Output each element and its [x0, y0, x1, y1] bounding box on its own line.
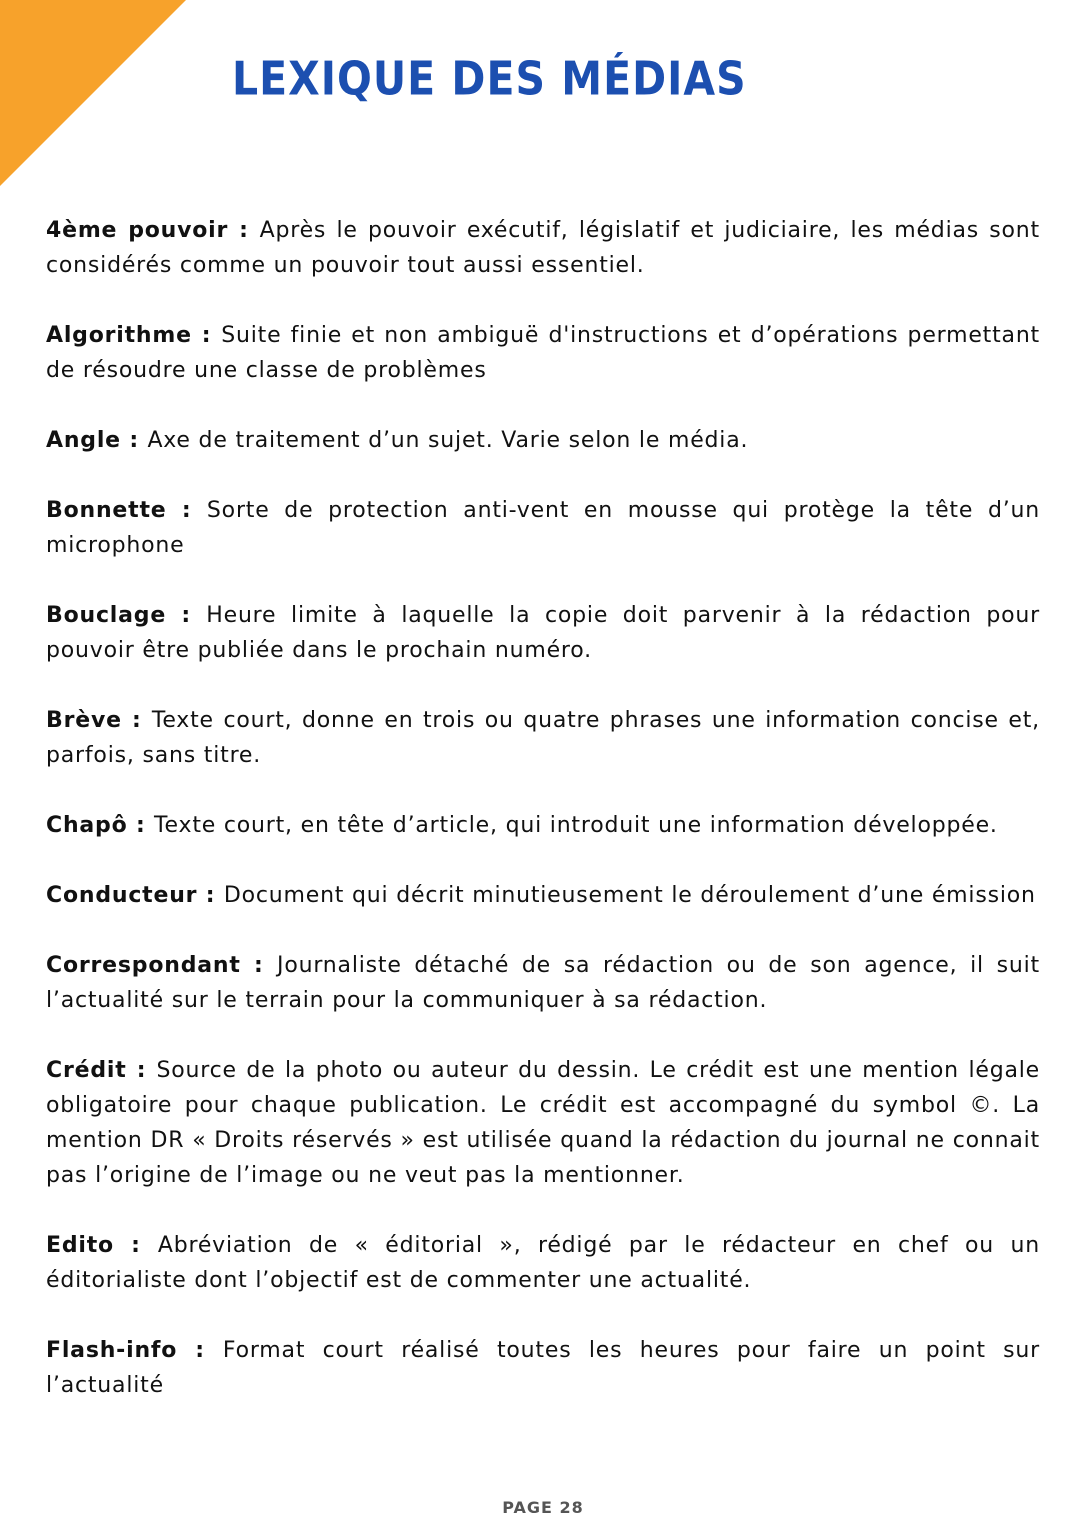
term-separator: : [126, 1058, 157, 1083]
glossary-definition: Document qui décrit minutieusement le déroulement d’une émission [223, 883, 1036, 908]
glossary-entry [46, 878, 1040, 913]
glossary-entry [46, 213, 1040, 283]
term-separator: : [166, 603, 207, 628]
glossary-definition: Journaliste détaché de sa rédaction ou de son agence, il suit l’actualité sur le terrain pour la communiquer à sa rédaction. [46, 953, 1040, 1013]
glossary-definition: Heure limite à laquelle la copie doit parvenir à la rédaction pour pouvoir être publiée dans le prochain numéro. [46, 603, 1040, 663]
glossary-definition: Source de la photo ou auteur du dessin. Le crédit est une mention légale obligatoire pour chaque publication. Le crédit est accompagné du symbol ©. La mention DR « Droits réservés » est utilisée quand la rédaction du journal ne connait pas l’origine de l’image ou ne veut pas la mentionner. [46, 1058, 1040, 1188]
term-separator: : [228, 218, 260, 243]
orange-corner-triangle [0, 0, 186, 186]
glossary-definition: Axe de traitement d’un sujet. Varie selon le média. [147, 428, 749, 453]
glossary-term: Conducteur [46, 883, 198, 908]
glossary-term: Bouclage [46, 603, 167, 628]
page-title: LEXIQUE DES MÉDIAS [232, 52, 747, 106]
term-separator: : [177, 1338, 223, 1363]
glossary-term: Algorithme [46, 323, 192, 348]
glossary-definition: Après le pouvoir exécutif, législatif et judiciaire, les médias sont considérés comme un pouvoir tout aussi essentiel. [46, 218, 1040, 278]
glossary-term: Edito [46, 1233, 114, 1258]
glossary-term: Brève [46, 708, 122, 733]
glossary-term: Correspondant [46, 953, 241, 978]
glossary-entry [46, 808, 1040, 843]
term-separator: : [197, 883, 224, 908]
glossary-entry [46, 1333, 1040, 1403]
glossary-entry [46, 1228, 1040, 1298]
glossary-term: Flash-info [46, 1338, 178, 1363]
term-separator: : [113, 1233, 158, 1258]
term-separator: : [120, 428, 148, 453]
page-number: PAGE 28 [502, 1498, 584, 1517]
glossary-definition: Format court réalisé toutes les heures pour faire un point sur l’actualité [46, 1338, 1040, 1398]
glossary-entry [46, 423, 1040, 458]
glossary-entry [46, 598, 1040, 668]
term-separator: : [191, 323, 222, 348]
glossary-entry [46, 318, 1040, 388]
glossary-term: Chapô [46, 813, 128, 838]
glossary-entry [46, 493, 1040, 563]
glossary-definition: Texte court, donne en trois ou quatre phrases une information concise et, parfois, sans titre. [46, 708, 1040, 768]
glossary-list [46, 213, 1040, 1438]
glossary-definition: Suite finie et non ambiguë d'instructions et d’opérations permettant de résoudre une classe de problèmes [46, 323, 1040, 383]
glossary-definition: Sorte de protection anti-vent en mousse qui protège la tête d’un microphone [46, 498, 1040, 558]
glossary-term: Angle [46, 428, 121, 453]
glossary-term: 4ème pouvoir [46, 218, 229, 243]
term-separator: : [166, 498, 207, 523]
glossary-entry [46, 948, 1040, 1018]
glossary-term: Bonnette [46, 498, 167, 523]
glossary-definition: Texte court, en tête d’article, qui introduit une information développée. [154, 813, 998, 838]
term-separator: : [240, 953, 278, 978]
glossary-term: Crédit [46, 1058, 127, 1083]
glossary-definition: Abréviation de « éditorial », rédigé par le rédacteur en chef ou un éditorialiste dont l’objectif est de commenter une actualité. [46, 1233, 1040, 1293]
glossary-entry [46, 703, 1040, 773]
term-separator: : [127, 813, 155, 838]
term-separator: : [121, 708, 152, 733]
glossary-entry [46, 1053, 1040, 1193]
